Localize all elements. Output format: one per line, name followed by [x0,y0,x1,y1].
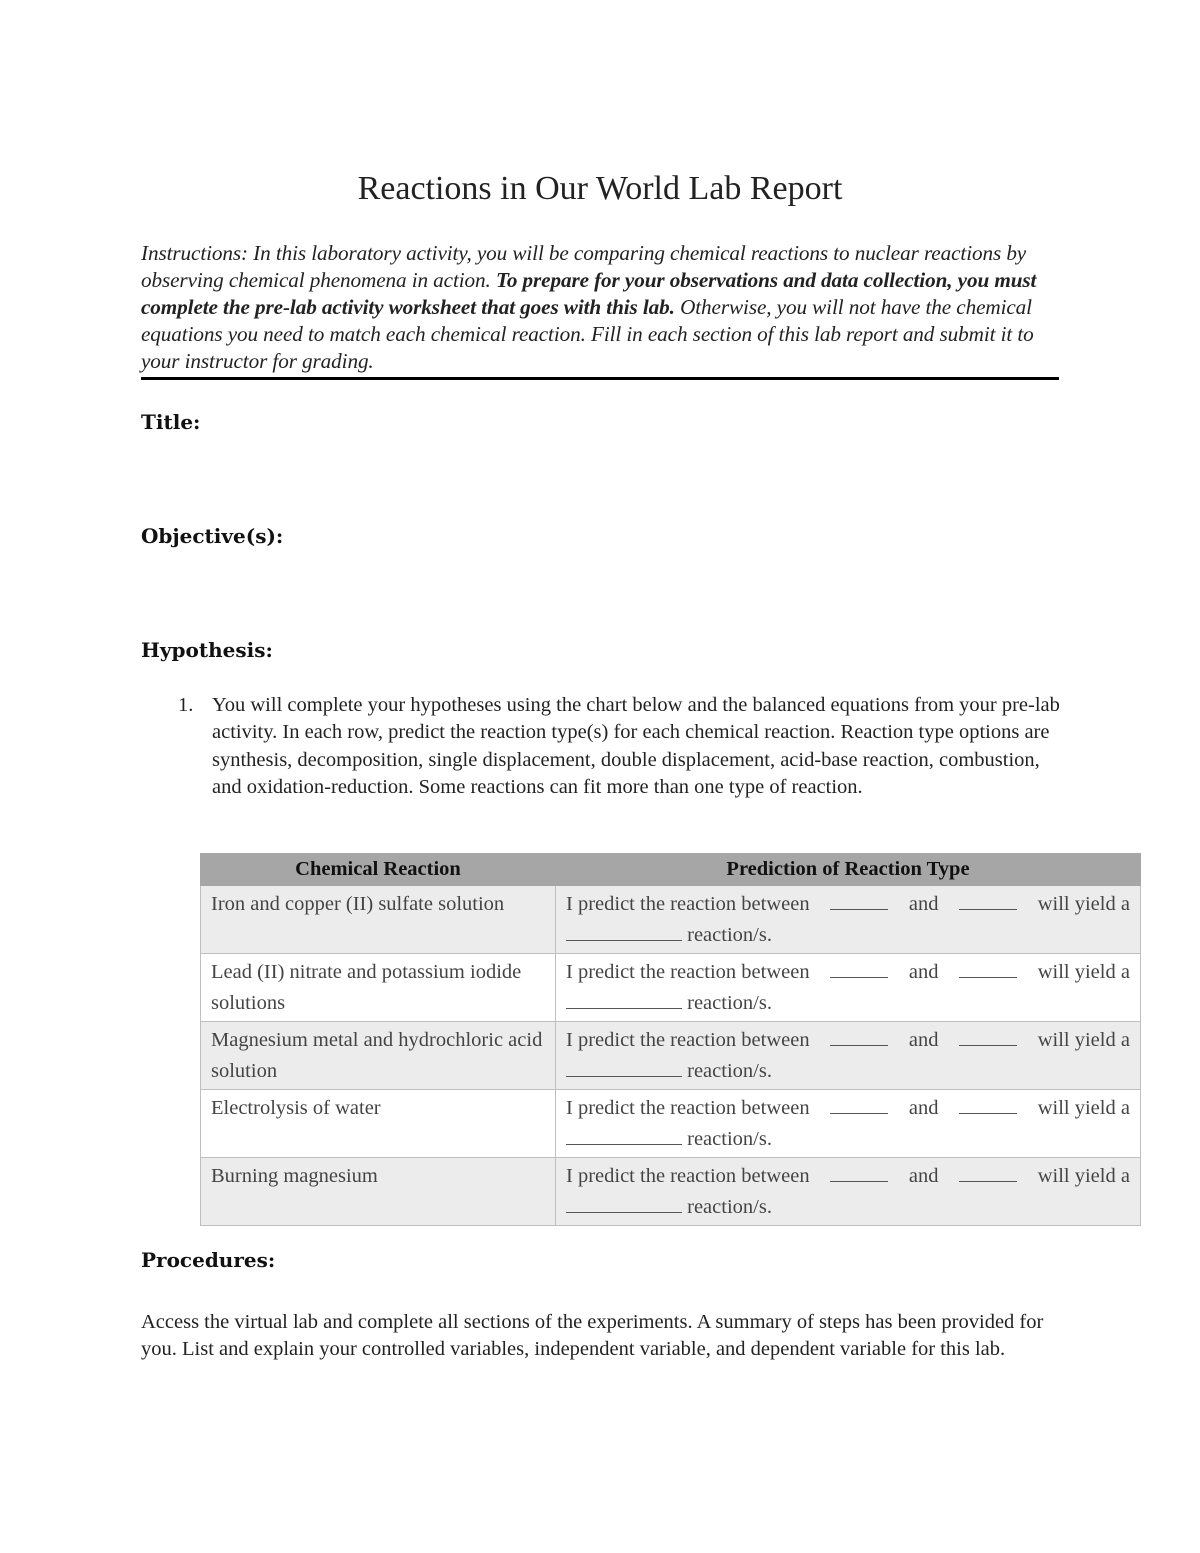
prediction-yield: will yield a [1037,893,1130,915]
prediction-lead: I predict the reaction between [566,961,810,983]
table-row [201,1158,1141,1226]
prediction-end: reaction/s. [687,924,772,946]
reactant-2-blank[interactable] [959,1093,1017,1114]
reaction-type-blank[interactable] [566,988,682,1009]
prediction-cell[interactable] [556,1022,1141,1090]
procedures-paragraph: Access the virtual lab and complete all sections of the experiments. A summary of steps has been provided for you. List and explain your controlled variables, independent variable, and dependent variable for this lab. [141,1311,1044,1360]
header-chemical-reaction: Chemical Reaction [201,854,556,886]
prediction-table [200,853,1141,1226]
prediction-end: reaction/s. [687,992,772,1014]
reactant-1-blank[interactable] [830,1093,888,1114]
prediction-yield: will yield a [1037,1097,1130,1119]
prediction-cell[interactable] [556,1090,1141,1158]
prediction-end: reaction/s. [687,1196,772,1218]
prediction-cell[interactable] [556,1158,1141,1226]
prediction-lead: I predict the reaction between [566,1029,810,1051]
prediction-yield: will yield a [1037,1165,1130,1187]
list-number: 1. [178,694,194,716]
reactant-1-blank[interactable] [830,957,888,978]
reaction-cell: Electrolysis of water [201,1090,556,1158]
prediction-line-2 [566,920,1130,951]
hypothesis-instructions: You will complete your hypotheses using the chart below and the balanced equations from your pre-lab activity. In each row, predict the reaction type(s) for each chemical reaction. Reaction type options are synthesis, decomposition, single displacement, double displacement, acid-base reaction, combustion, and oxidation-reduction. Some reactions can fit more than one type of reaction. [212,694,1060,798]
hypothesis-heading: Hypothesis: [141,638,273,662]
instructions-text-outro: Otherwise, you will not have the chemical equations you need to match each chemical reaction. Fill in each section of this lab report and submit it to your instructor for grading. [141,295,1034,373]
reaction-type-blank[interactable] [566,1056,682,1077]
table-row [201,1090,1141,1158]
reaction-type-blank[interactable] [566,920,682,941]
reaction-cell: Iron and copper (II) sulfate solution [201,886,556,954]
prediction-line-2 [566,1056,1130,1087]
reaction-cell: Burning magnesium [201,1158,556,1226]
prediction-and: and [908,1029,939,1051]
prediction-yield: will yield a [1037,961,1130,983]
prediction-line [566,1161,1130,1192]
header-prediction: Prediction of Reaction Type [556,854,1141,886]
prediction-line [566,1025,1130,1056]
prediction-lead: I predict the reaction between [566,1165,810,1187]
prediction-cell[interactable] [556,954,1141,1022]
prediction-end: reaction/s. [687,1128,772,1150]
prediction-line-2 [566,1124,1130,1155]
prediction-lead: I predict the reaction between [566,893,810,915]
reactant-1-blank[interactable] [830,889,888,910]
table-header-row [201,854,1141,886]
prediction-line [566,1093,1130,1124]
prediction-cell[interactable] [556,886,1141,954]
prediction-and: and [908,1097,939,1119]
table-row [201,954,1141,1022]
prediction-end: reaction/s. [687,1060,772,1082]
reaction-cell: Magnesium metal and hydrochloric acid solution [201,1022,556,1090]
reaction-type-blank[interactable] [566,1124,682,1145]
prediction-line [566,889,1130,920]
prediction-line-2 [566,988,1130,1019]
table-row [201,886,1141,954]
prediction-yield: will yield a [1037,1029,1130,1051]
instructions-text-bold: To prepare for your observations and data collection, you must complete the pre-lab activity worksheet that goes with this lab. [141,268,1037,319]
instructions-text-intro: Instructions: In this laboratory activity, you will be comparing chemical reactions to nuclear reactions by observing chemical phenomena in action. [141,241,1027,292]
prediction-and: and [908,961,939,983]
procedures-heading: Procedures: [141,1248,276,1272]
prediction-and: and [908,893,939,915]
prediction-line [566,957,1130,988]
reactant-1-blank[interactable] [830,1161,888,1182]
objectives-heading: Objective(s): [141,524,284,548]
prediction-and: and [908,1165,939,1187]
page-title: Reactions in Our World Lab Report [357,170,843,207]
reactant-2-blank[interactable] [959,957,1017,978]
title-heading: Title: [141,410,201,434]
prediction-line-2 [566,1192,1130,1223]
reactant-2-blank[interactable] [959,889,1017,910]
reactant-2-blank[interactable] [959,1161,1017,1182]
prediction-lead: I predict the reaction between [566,1097,810,1119]
instructions-paragraph [141,240,1059,380]
reaction-type-blank[interactable] [566,1192,682,1213]
table-row [201,1022,1141,1090]
reaction-cell: Lead (II) nitrate and potassium iodide solutions [201,954,556,1022]
reactant-2-blank[interactable] [959,1025,1017,1046]
reactant-1-blank[interactable] [830,1025,888,1046]
